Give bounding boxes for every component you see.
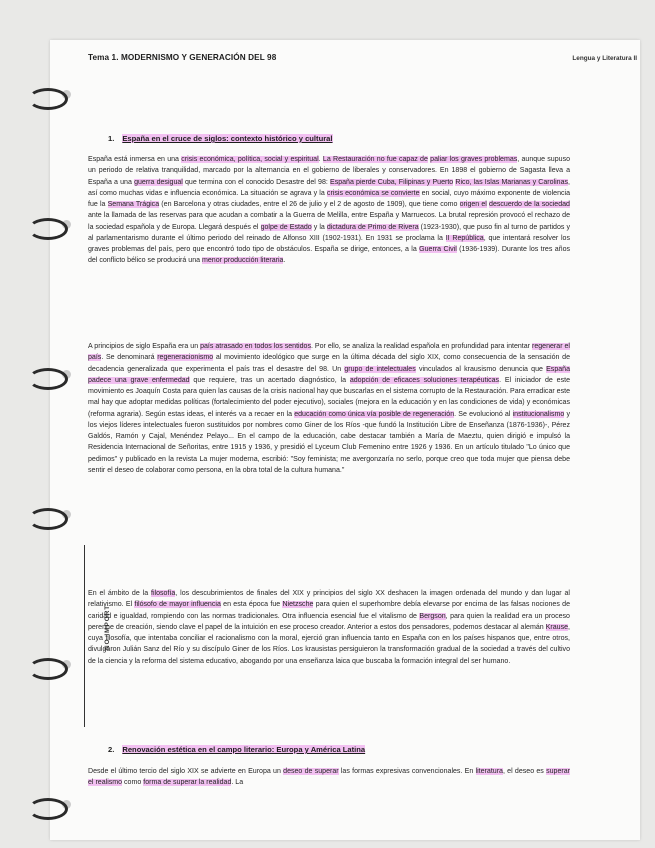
highlighted-phrase: Semana Trágica [107, 201, 160, 208]
section-number: 1. [108, 134, 115, 143]
highlighted-phrase: II República [445, 234, 484, 242]
highlighted-phrase: Nietzsche [282, 601, 314, 609]
paragraph-text: A principios de siglo España era un país atrasado en todos los sentidos. Por ello, se analiza la realidad española en profundidad para intentar regenerar el país. Se denominará regeneracionismo al movimiento ideológico que surge en la última década del siglo XIX, como consecuencia de la sensación de decadencia generalizada que experimenta el país tras el desastre del 98. Un grupo de intelectuales vinculados al krausismo denuncia que España padece una grave enfermedad que requiere, tras un acertado diagnóstico, la adopción de eficaces soluciones terapéuticas. El iniciador de este movimiento es Joaquín Costa para quien las causas de la crisis nacional hay que buscarlas en el sistema corrupto de la Restauración. Para erradicar este mal hay que adoptar medidas políticas (fortalecimiento del poder ejecutivo), sociales (mejora en la educación y en las condiciones de vida) y económicas (reforma agraria). Según estas ideas, el interés va a recaer en la educación como única vía posible de regeneración. Se evolucionó al institucionalismo y los viejos líderes intelectuales fueron sustituidos por nombres como Giner de los Ríos -que fundó la Institución Libre de Enseñanza (1876-1936)-, Pérez Galdós, Ramón y Cajal, Menéndez Pelayo... En el campo de la educación, cabe destacar también a María de Maeztu, quien dirigió e impulsó la Residencia Internacional de Señoritas, entre 1915 y 1936, y presidió el Lyceum Club Femenino entre 1926 y 1936. En un artículo titulado "Lo único que pedimos" y publicado en la revista La mujer moderna, escribió: "Soy feminista; me avergonzaría no serlo, porque creo que toda mujer que piensa debe sentir el deseo de colaborar como persona, en la obra total de la cultura humana." [88, 343, 570, 474]
paragraph-regeneracionismo [88, 341, 570, 476]
highlighted-phrase: deseo de superar [283, 768, 339, 775]
section-heading-2 [108, 745, 365, 754]
highlighted-phrase: Guerra Civil [419, 246, 457, 253]
margin-note: NO IMPORT [104, 604, 111, 650]
binder-ring-icon [28, 798, 68, 820]
binder-ring-icon [28, 368, 68, 390]
binder-ring-icon [28, 88, 68, 110]
page-title: Tema 1. MODERNISMO Y GENERACIÓN DEL 98 [88, 53, 277, 62]
highlighted-phrase: descuerdo de la sociedad [489, 201, 570, 208]
highlighted-phrase: La Restauración no fue capaz de [322, 156, 428, 163]
subject-label: Lengua y Literatura II [572, 55, 637, 62]
paragraph-text: Desde el último tercio del siglo XIX se advierte en Europa un deseo de superar las formas expresivas convencionales. En literatura, el deseo es superar el realismo como forma de superar la realidad. La [88, 768, 570, 787]
binder-ring-icon [28, 218, 68, 240]
highlighted-phrase: crisis económica, política, social y espiritual [181, 156, 319, 163]
paragraph-historical-context [88, 154, 570, 267]
highlighted-phrase: dictadura de Primo de Rivera [326, 223, 419, 231]
highlighted-phrase: Krause [545, 623, 569, 631]
highlighted-phrase: crisis económica se convierte [326, 189, 420, 197]
highlighted-phrase: país atrasado en todos los sentidos [200, 343, 311, 350]
highlighted-phrase: regeneracionismo [157, 354, 214, 362]
paragraph-text: España está inmersa en una crisis económica, política, social y espiritual. La Restauración no fue capaz de paliar los graves problemas, aunque supuso un periodo de relativa tranquilidad, marcado por la alternancia en el gobierno de liberales y conservadores. En 1898 el gobierno de Sagasta lleva a España a una guerra desigual que termina con el conocido Desastre del 98: España pierde Cuba, Filipinas y Puerto Rico, las Islas Marianas y Carolinas, así como muchas vidas e influencia económica. La situación se agrava y la crisis económica se convierte en social, cuyo máximo exponente de violencia fue la Semana Trágica (en Barcelona y otras ciudades, entre el 26 de julio y el 2 de agosto de 1909), que tiene como origen el descuerdo de la sociedad ante la llamada de las reservas para que acudan a combatir a la Guerra de Melilla, entre España y Marruecos. La brutal represión provocó el rechazo de la sociedad española y de Europa. Llegará después el golpe de Estado y la dictadura de Primo de Rivera (1923-1930), que puso fin al turno de partidos y al parlamentarismo durante el último periodo del reinado de Alfonso XIII (1902-1931). En 1931 se proclama la II República, que intentará resolver los graves problemas del país, pero que encontró todo tipo de obstáculos. España se dirige, entonces, a la Guerra Civil (1936-1939). Durante los tres años del conflicto bélico se producirá una menor producción literaria. [88, 156, 571, 265]
section-heading-1 [108, 134, 333, 143]
highlighted-phrase: regenerar el país [88, 343, 570, 362]
highlighted-phrase: España pierde Cuba, Filipinas y Puerto [330, 178, 454, 186]
section-label: Renovación estética en el campo literario: Europa y América Latina [122, 745, 366, 754]
highlighted-phrase: Bergson [419, 612, 446, 620]
binder-ring-icon [28, 508, 68, 530]
highlighted-phrase: origen el [459, 201, 487, 208]
binder-ring-icon [28, 658, 68, 680]
section-number: 2. [108, 745, 115, 754]
highlighted-phrase: Rico, las Islas Marianas y Carolinas [455, 178, 569, 186]
highlighted-phrase: literatura [475, 768, 503, 775]
highlighted-phrase: filósofo de mayor influencia [134, 601, 221, 609]
paragraph-aesthetic-renewal [88, 766, 570, 789]
paragraph-text: En el ámbito de la filosofía, los descubrimientos de finales del XIX y principios del siglo XX deshacen la imagen ordenada del mundo y dan lugar al relativismo. El filósofo de mayor influencia en esta época fue Nietzsche para quien el superhombre debía elevarse por encima de las falsas nociones de caridad e igualdad, rompiendo con las normas tradicionales. Otra influencia esencial fue el vitalismo de Bergson, para quien la realidad era un proceso perenne de creación, siendo clave el papel de la intuición en ese proceso creador. Anterior a estos dos pensadores, podemos destacar al alemán Krause, cuya filosofía, que intentaba conciliar el racionalismo con la moral, ejerció gran influencia tanto en España con en los países hispanos que, entre otros, divulgaron Julián Sanz del Río y su discípulo Giner de los Ríos. Los krausistas persiguieron la transformación gradual de la sociedad a través del cultivo de la ciencia y la reforma del sistema educativo, abogando por una enseñanza laica que buscaba la formación integral del ser humano. [88, 590, 570, 665]
highlighted-phrase: adopción de eficaces soluciones terapéuticas [349, 376, 500, 384]
highlighted-phrase: superar el realismo [88, 768, 570, 787]
highlighted-phrase: paliar los graves problemas [430, 156, 518, 163]
highlighted-phrase: guerra desigual [134, 178, 183, 186]
highlighted-phrase: forma de superar la realidad [143, 779, 232, 787]
paragraph-philosophy [88, 588, 570, 667]
highlighted-phrase: grupo de intelectuales [344, 365, 416, 373]
highlighted-phrase: menor producción literaria [202, 257, 284, 265]
section-label: España en el cruce de siglos: contexto histórico y cultural [122, 134, 333, 143]
highlighted-phrase: España padece una grave enfermedad [88, 365, 570, 384]
page-header [88, 53, 637, 67]
highlighted-phrase: golpe de Estado [260, 223, 312, 231]
highlighted-phrase: educación como única vía posible de regeneración [294, 410, 455, 418]
highlighted-phrase: institucionalismo [512, 410, 565, 418]
highlighted-phrase: filosofía [151, 590, 176, 597]
